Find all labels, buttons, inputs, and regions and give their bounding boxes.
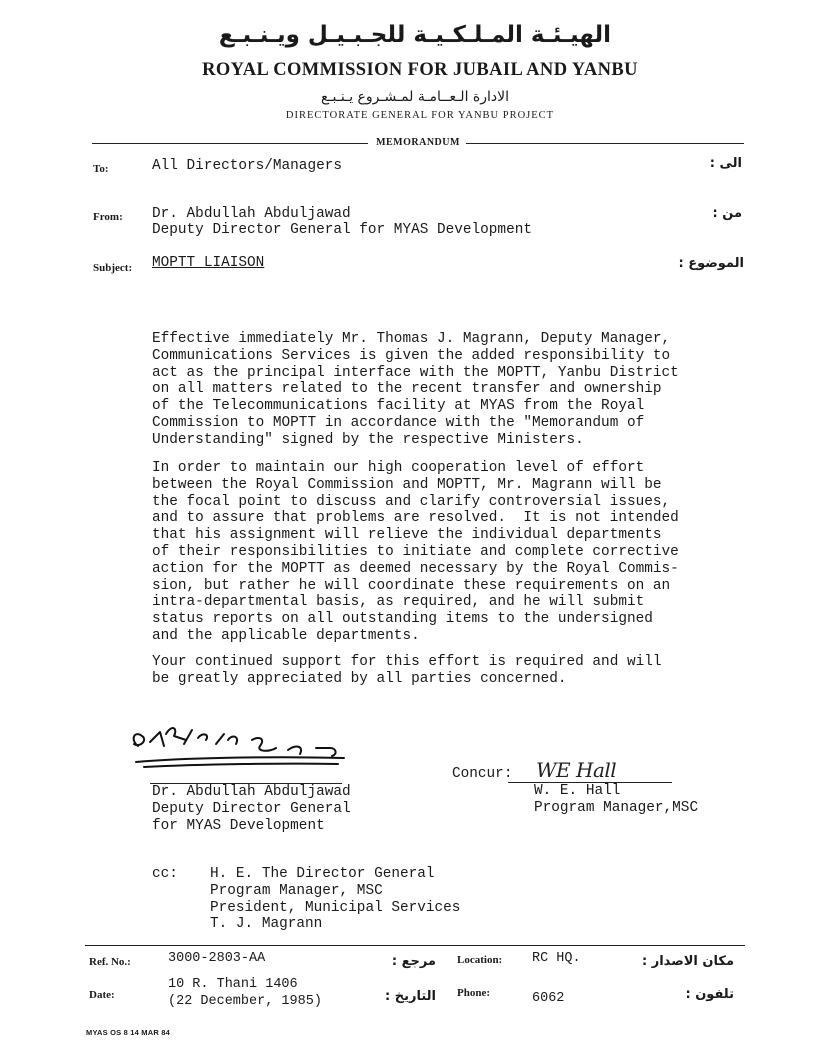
signatory-title-1: Deputy Director General xyxy=(152,800,351,817)
ref-value: 3000-2803-AA xyxy=(168,951,266,966)
concur-title: Program Manager,MSC xyxy=(534,799,699,816)
arabic-org-name: الهيـئـة المـلـكـيـة للجـبـيـل ويـنـبـع xyxy=(218,22,612,48)
body-line: on all matters related to the recent transfer and ownership xyxy=(152,381,662,398)
body-paragraph-1 xyxy=(152,331,679,449)
body-line: and to assure that problems are resolved. It is not intended xyxy=(152,510,679,527)
location-label: Location: xyxy=(457,954,503,966)
phone-arabic-label: تلفون : xyxy=(685,987,734,1002)
body-line: action for the MOPTT as deemed necessary by the Royal Commis- xyxy=(152,560,679,577)
body-paragraph-3 xyxy=(152,654,662,688)
org-name: ROYAL COMMISSION FOR JUBAIL AND YANBU xyxy=(202,60,638,80)
signatory-title-2: for MYAS Development xyxy=(152,817,325,834)
body-line: Communications Services is given the added responsibility to xyxy=(152,347,671,364)
body-line: of the Telecommunications facility at MYAS from the Royal xyxy=(152,398,645,415)
location-arabic-label: مكان الاصدار : xyxy=(642,954,734,969)
form-code: MYAS OS 8 14 MAR 84 xyxy=(86,1028,170,1037)
date-arabic-label: التاريخ : xyxy=(385,989,436,1004)
body-line: sion, but rather he will coordinate these requirements on an xyxy=(152,577,671,594)
from-label: From: xyxy=(93,211,123,223)
cc-recipient: Program Manager, MSC xyxy=(210,882,383,899)
body-paragraph-2 xyxy=(152,460,679,645)
from-name: Dr. Abdullah Abduljawad xyxy=(152,206,351,222)
memo-rule-right xyxy=(466,143,744,144)
date-block xyxy=(168,977,322,1011)
concur-label: Concur: xyxy=(452,766,513,782)
body-line: the focal point to discuss and clarify controversial issues, xyxy=(152,493,671,510)
body-line: that his assignment will relieve the individual departments xyxy=(152,527,662,544)
cc-label: cc: xyxy=(152,866,178,882)
date-hijri: 10 R. Thani 1406 xyxy=(168,977,298,992)
ref-label: Ref. No.: xyxy=(89,956,131,968)
memo-rule-left xyxy=(92,143,368,144)
to-value: All Directors/Managers xyxy=(152,158,342,174)
date-gregorian: (22 December, 1985) xyxy=(168,993,322,1009)
body-line: In order to maintain our high cooperation level of effort xyxy=(152,460,645,476)
body-line: intra-departmental basis, as required, and he will submit xyxy=(152,594,645,611)
body-line: Understanding" signed by the respective Ministers. xyxy=(152,431,584,448)
signatory-name: Dr. Abdullah Abduljawad xyxy=(152,784,351,800)
from-arabic-label: من : xyxy=(712,206,742,221)
phone-label: Phone: xyxy=(457,987,490,999)
arabic-directorate: الادارة الـعــامـة لمـشـروع يـنـبـع xyxy=(320,89,510,105)
to-label: To: xyxy=(93,163,109,175)
to-arabic-label: الى : xyxy=(709,156,742,171)
body-line: act as the principal interface with the MOPTT, Yanbu District xyxy=(152,364,679,381)
subject-label: Subject: xyxy=(93,262,133,274)
concur-name: W. E. Hall xyxy=(534,783,621,799)
footer-rule xyxy=(85,945,745,946)
cc-recipient: H. E. The Director General xyxy=(210,866,435,882)
memorandum-label: MEMORANDUM xyxy=(376,137,460,148)
ref-arabic-label: مرجع : xyxy=(391,954,436,969)
subject-value: MOPTT LIAISON xyxy=(152,255,265,271)
cc-recipient: President, Municipal Services xyxy=(210,899,461,916)
concur-block xyxy=(534,783,698,817)
body-line: Effective immediately Mr. Thomas J. Magrann, Deputy Manager, xyxy=(152,331,671,347)
body-line: Commission to MOPTT in accordance with the "Memorandum of xyxy=(152,414,645,431)
body-line: be greatly appreciated by all parties concerned. xyxy=(152,670,567,687)
handwritten-signature xyxy=(120,718,360,778)
body-line: of their responsibilities to initiate and complete corrective xyxy=(152,543,679,560)
directorate-name: DIRECTORATE GENERAL FOR YANBU PROJECT xyxy=(285,110,555,121)
from-title: Deputy Director General for MYAS Development xyxy=(152,222,532,238)
location-value: RC HQ. xyxy=(532,951,581,966)
phone-value: 6062 xyxy=(532,991,565,1006)
date-label: Date: xyxy=(89,989,115,1001)
body-line: between the Royal Commission and MOPTT, Mr. Magrann will be xyxy=(152,476,662,493)
body-line: status reports on all outstanding items to the undersigned xyxy=(152,611,653,628)
signatory-block xyxy=(152,784,351,834)
cc-recipient: T. J. Magrann xyxy=(210,916,323,933)
subject-arabic-label: الموضوع : xyxy=(678,256,744,271)
body-line: Your continued support for this effort is required and will xyxy=(152,654,662,670)
cc-recipients xyxy=(210,866,460,933)
concur-handwritten-signature: WE Hall xyxy=(536,758,617,782)
body-line: and the applicable departments. xyxy=(152,627,420,644)
